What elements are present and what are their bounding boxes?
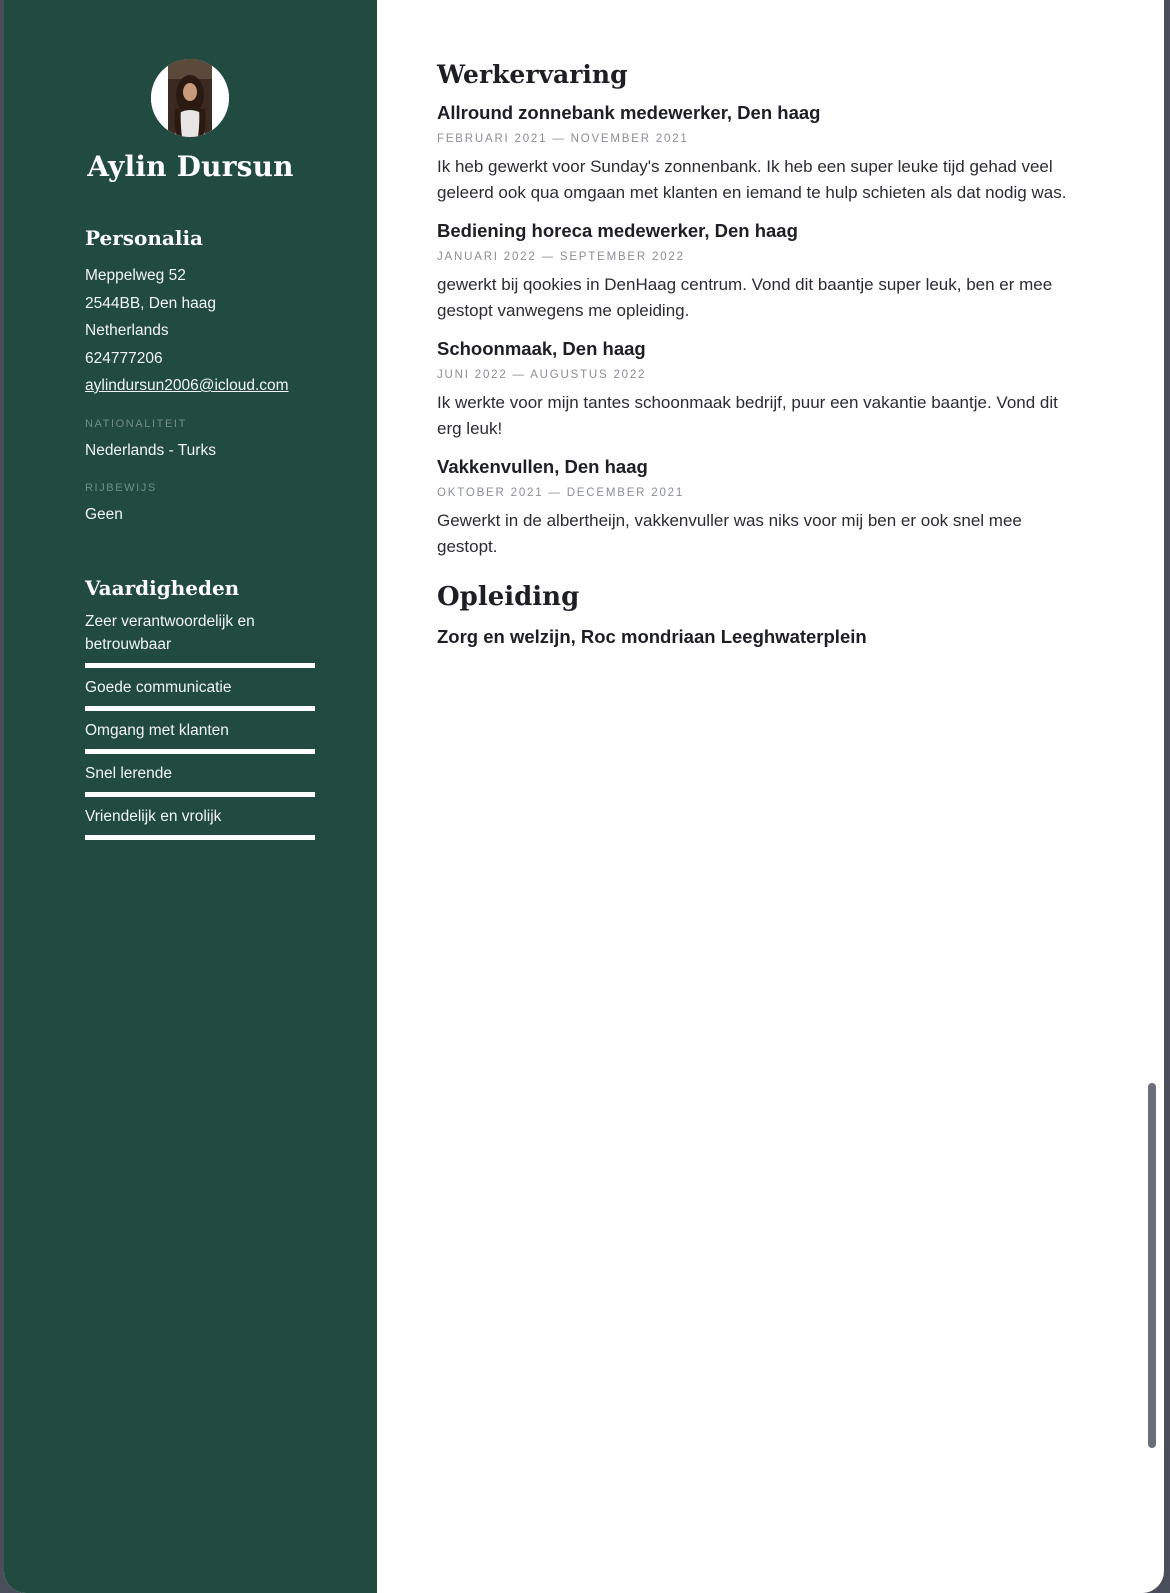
job-entry bbox=[437, 219, 1077, 324]
job-dates: OKTOBER 2021 — DECEMBER 2021 bbox=[437, 487, 685, 499]
job-dates: JUNI 2022 — AUGUSTUS 2022 bbox=[437, 369, 647, 381]
skill-item bbox=[85, 719, 317, 754]
skill-item bbox=[85, 676, 317, 711]
job-title: Bediening horeca medewerker, Den haag bbox=[437, 220, 798, 241]
job-description: Gewerkt in de albertheijn, vakkenvuller was niks voor mij ben er ook snel mee gestopt. bbox=[437, 511, 1022, 556]
job-dates: JANUARI 2022 — SEPTEMBER 2022 bbox=[437, 251, 685, 263]
skill-label: Omgang met klanten bbox=[85, 721, 229, 739]
skill-level-bar bbox=[85, 663, 315, 668]
address-street: Meppelweg 52 bbox=[85, 267, 186, 284]
job-entry bbox=[437, 337, 1077, 442]
license-value: Geen bbox=[85, 506, 123, 523]
job-dates: FEBRUARI 2021 — NOVEMBER 2021 bbox=[437, 133, 689, 145]
skill-item bbox=[85, 762, 317, 797]
skill-item bbox=[85, 610, 317, 668]
job-title: Schoonmaak, Den haag bbox=[437, 338, 646, 359]
skill-label: Goede communicatie bbox=[85, 678, 232, 696]
skill-level-bar bbox=[85, 749, 315, 754]
avatar bbox=[151, 59, 229, 137]
vertical-scrollbar[interactable] bbox=[1148, 1083, 1156, 1448]
sidebar-content bbox=[85, 226, 317, 848]
sidebar bbox=[4, 0, 377, 1593]
email-link[interactable]: aylindursun2006@icloud.com bbox=[85, 377, 289, 394]
address-country: Netherlands bbox=[85, 322, 169, 339]
job-description: Ik werkte voor mijn tantes schoonmaak bedrijf, puur een vakantie baantje. Vond dit erg leuk! bbox=[437, 393, 1058, 438]
address-city: 2544BB, Den haag bbox=[85, 294, 216, 312]
personalia-heading: Personalia bbox=[85, 226, 204, 250]
education-item: Zorg en welzijn, Roc mondriaan Leeghwaterplein bbox=[437, 626, 867, 647]
phone-number: 624777206 bbox=[85, 349, 163, 367]
skill-label: Vriendelijk en vrolijk bbox=[85, 807, 222, 825]
job-entry bbox=[437, 101, 1077, 206]
skills-heading: Vaardigheden bbox=[85, 575, 240, 600]
job-description: gewerkt bij qookies in DenHaag centrum. Vond dit baantje super leuk, ben er mee gestopt vanwegens me opleiding. bbox=[437, 275, 1053, 320]
job-title: Vakkenvullen, Den haag bbox=[437, 456, 648, 477]
resume-page bbox=[4, 0, 1164, 1593]
job-title: Allround zonnebank medewerker, Den haag bbox=[437, 102, 821, 123]
skill-level-bar bbox=[85, 706, 315, 711]
skill-label: Snel lerende bbox=[85, 764, 173, 782]
profile-photo bbox=[151, 59, 229, 137]
nationality-label: NATIONALITEIT bbox=[85, 417, 187, 430]
job-entry bbox=[437, 455, 1077, 560]
nationality-value: Nederlands - Turks bbox=[85, 441, 216, 459]
license-label: RIJBEWIJS bbox=[85, 482, 157, 494]
education-heading: Opleiding bbox=[437, 582, 580, 612]
skill-level-bar bbox=[85, 835, 315, 840]
job-description: Ik heb gewerkt voor Sunday's zonnenbank. Ik heb een super leuke tijd gehad veel geleerd ook qua omgaan met klanten en iemand te hulp schieten als dat nodig was. bbox=[437, 157, 1067, 202]
experience-heading: Werkervaring bbox=[437, 60, 628, 89]
full-name: Aylin Dursun bbox=[87, 150, 294, 183]
skill-level-bar bbox=[85, 792, 315, 797]
skill-label: Zeer verantwoordelijk en betrouwbaar bbox=[85, 612, 255, 653]
main-content bbox=[377, 0, 1164, 1593]
skill-item bbox=[85, 805, 317, 840]
